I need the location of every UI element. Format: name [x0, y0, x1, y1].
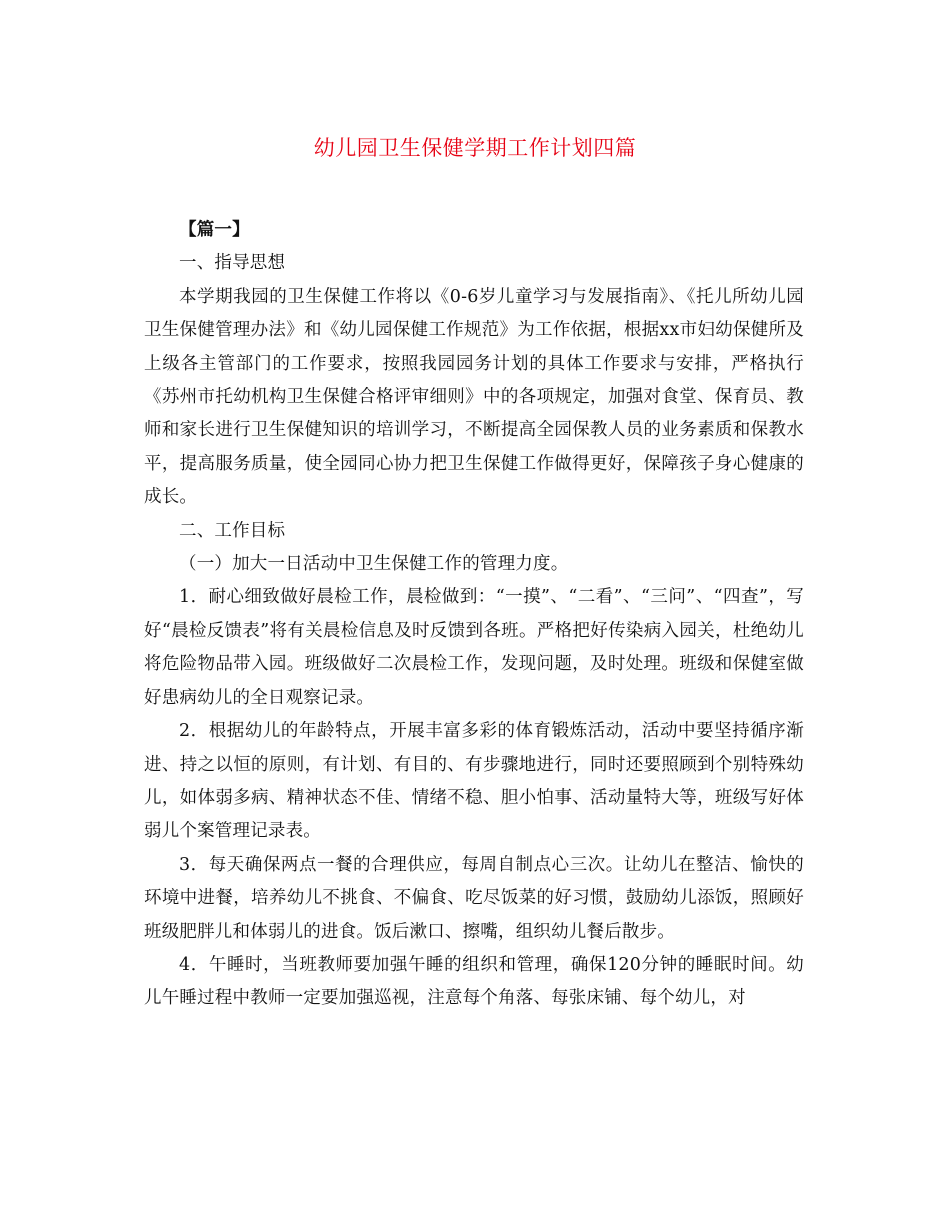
subsection-heading-daily-management: （一）加大一日活动中卫生保健工作的管理力度。: [179, 554, 569, 575]
paragraph-item-3: 3．每天确保两点一餐的合理供应，每周自制点心三次。让幼儿在整洁、愉快的环境中进餐，培养幼儿不挑食、不偏食、吃尽饭菜的好习惯，鼓励幼儿添饭，照顾好班级肥胖儿和体弱儿的进食。饭后漱口、擦嘴，组织幼儿餐后散步。: [144, 854, 804, 942]
section-heading-guiding-thought: 一、指导思想: [179, 253, 286, 274]
paragraph-guiding-thought: 本学期我园的卫生保健工作将以《0-6岁儿童学习与发展指南》、《托儿所幼儿园卫生保健管理办法》和《幼儿园保健工作规范》为工作依据，根据xx市妇幼保健所及上级各主管部门的工作要求，按照我园园务计划的具体工作要求与安排，严格执行《苏州市托幼机构卫生保健合格评审细则》中的各项规定，加强对食堂、保育员、教师和家长进行卫生保健知识的培训学习，不断提高全园保教人员的业务素质和保教水平，提高服务质量，使全园同心协力把卫生保健工作做得更好，保障孩子身心健康的成长。: [144, 286, 804, 508]
section-heading-work-goals: 二、工作目标: [179, 520, 286, 541]
paragraph-item-1: 1．耐心细致做好晨检工作，晨检做到：“一摸”、“二看”、“三问”、“四查”，写好“晨检反馈表”将有关晨检信息及时反馈到各班。严格把好传染病入园关，杜绝幼儿将危险物品带入园。班级做好二次晨检工作，发现问题，及时处理。班级和保健室做好患病幼儿的全日观察记录。: [144, 587, 804, 708]
document-body: [144, 214, 804, 1016]
document-title: 幼儿园卫生保健学期工作计划四篇: [313, 136, 637, 160]
section-marker: 【篇一】: [179, 220, 250, 240]
paragraph-item-4: 4．午睡时，当班教师要加强午睡的组织和管理，确保120分钟的睡眠时间。幼儿午睡过程中教师一定要加强巡视，注意每个角落、每张床铺、每个幼儿，对: [144, 954, 804, 1009]
paragraph-item-2: 2．根据幼儿的年龄特点，开展丰富多彩的体育锻炼活动，活动中要坚持循序渐进、持之以恒的原则，有计划、有目的、有步骤地进行，同时还要照顾到个别特殊幼儿，如体弱多病、精神状态不佳、情绪不稳、胆小怕事、活动量特大等，班级写好体弱儿个案管理记录表。: [144, 721, 804, 842]
